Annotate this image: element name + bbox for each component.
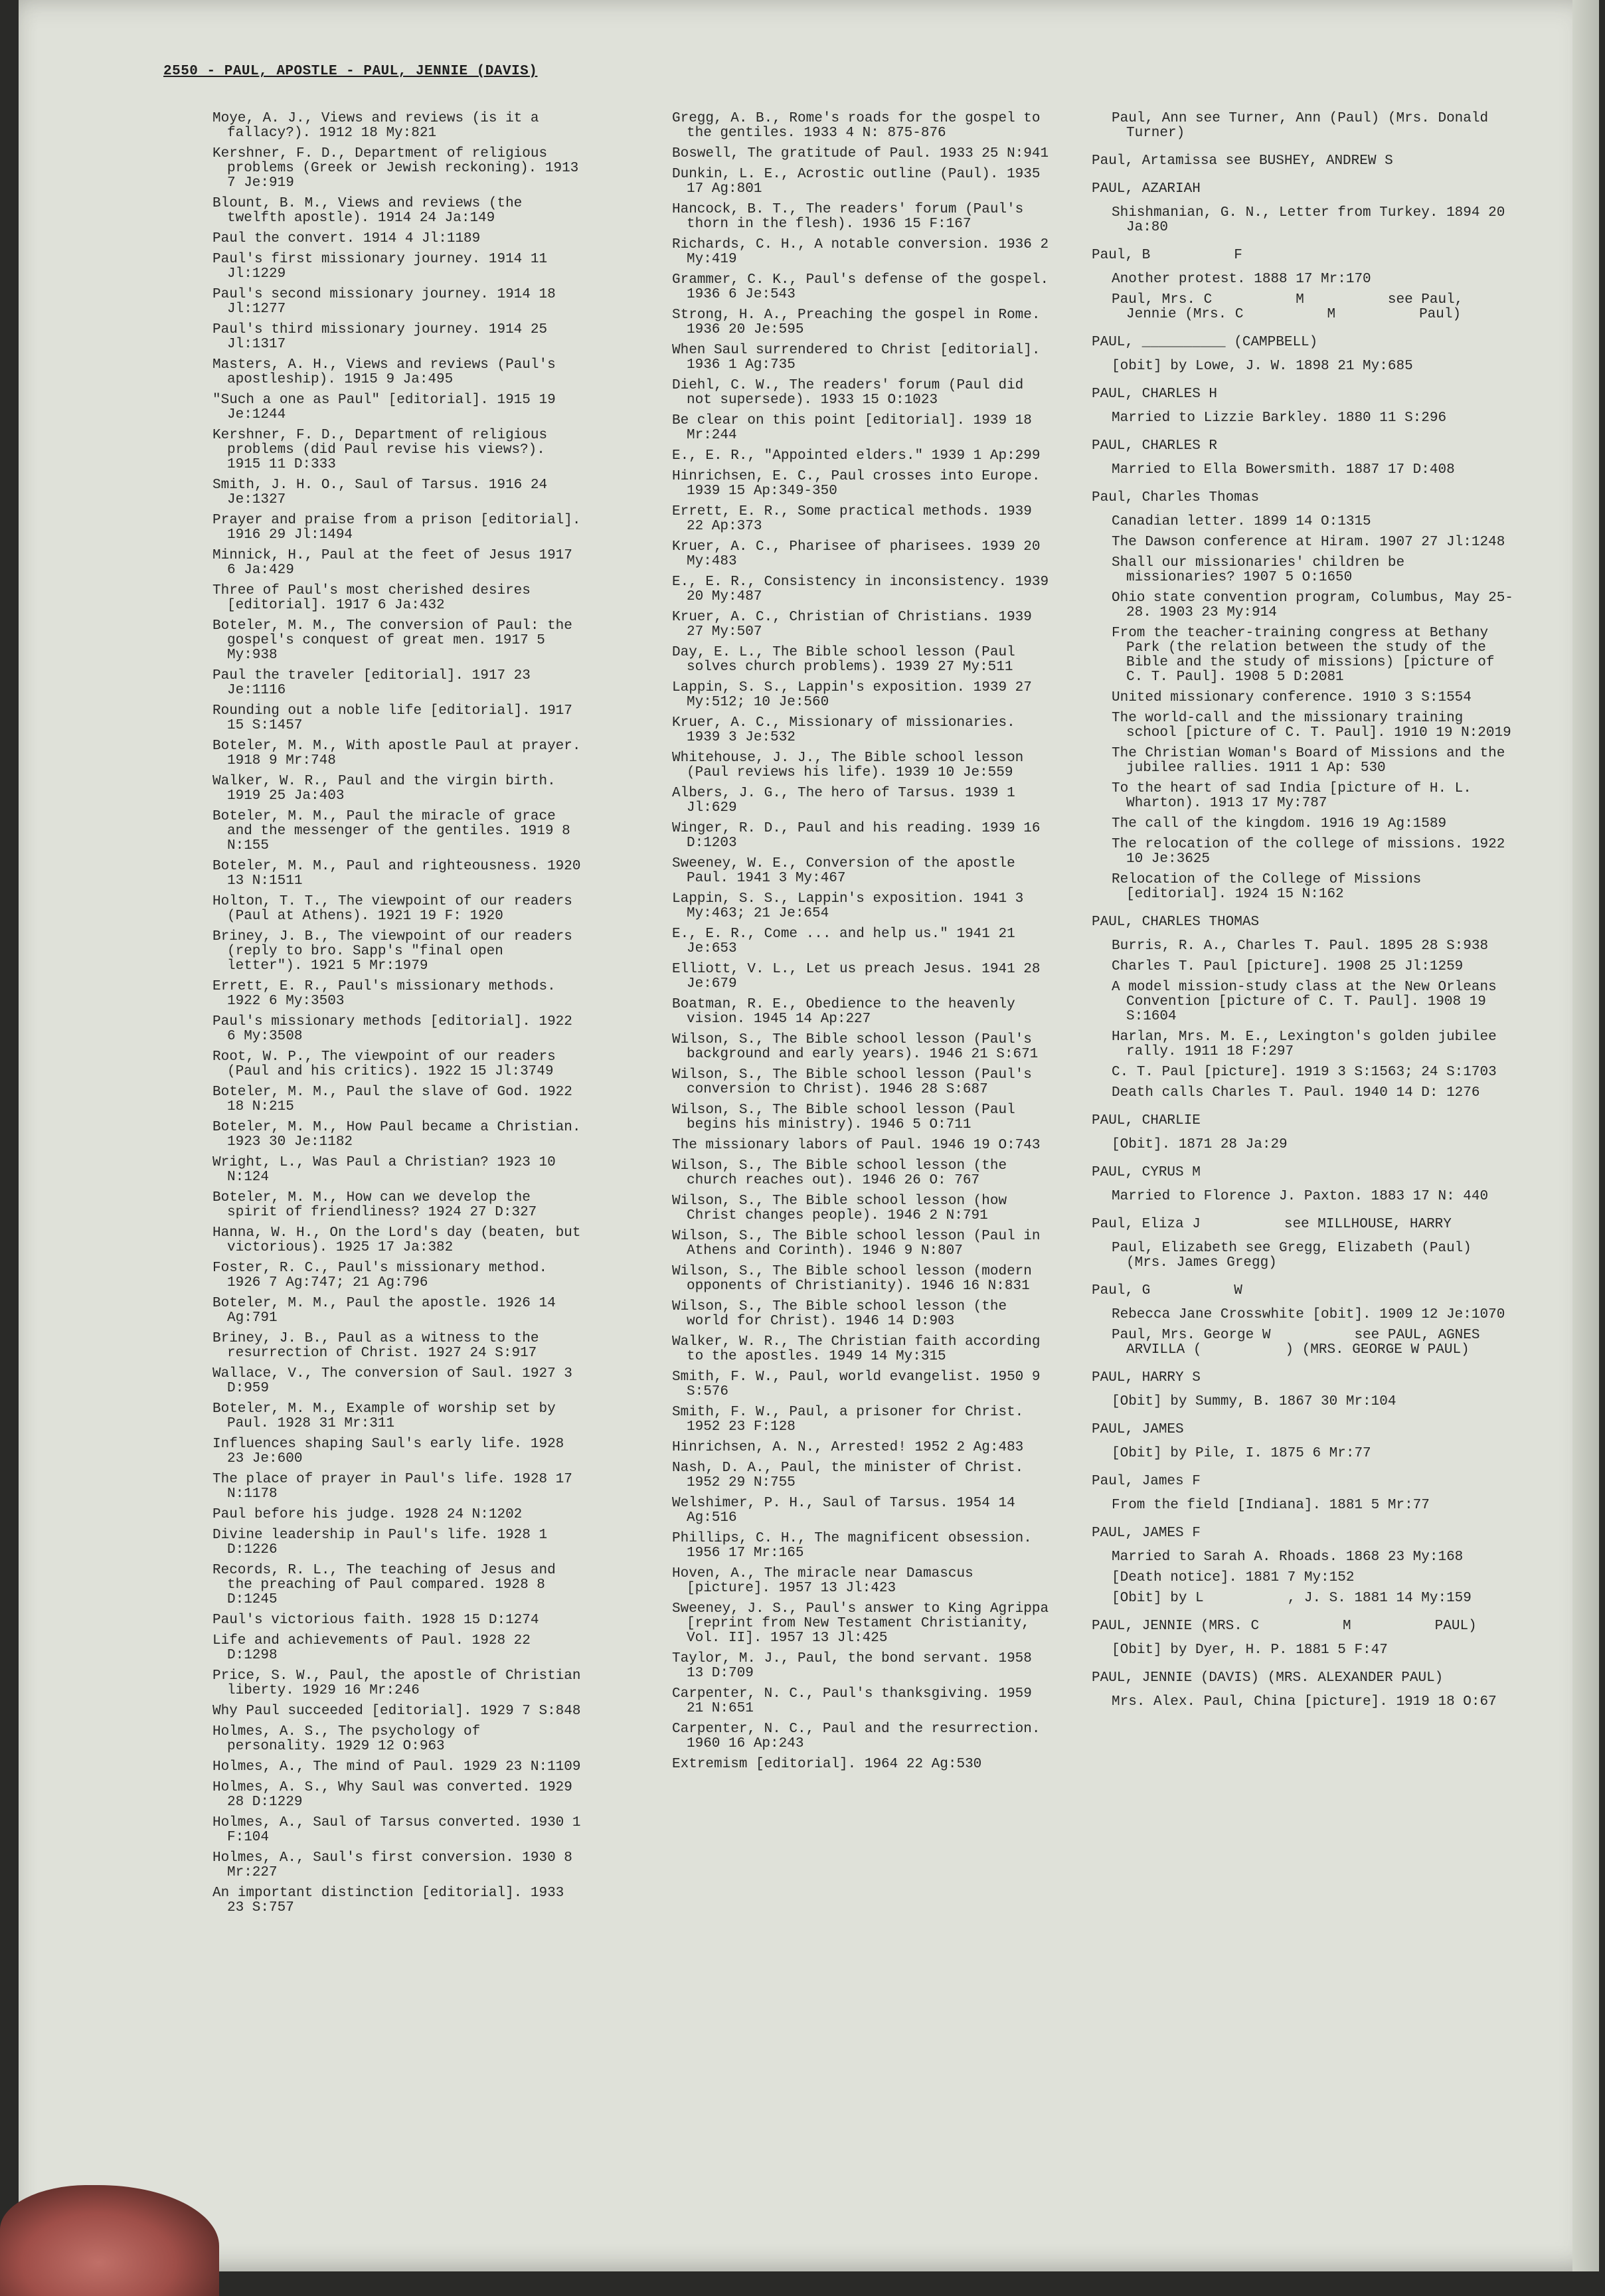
index-entry: Briney, J. B., The viewpoint of our readers (reply to bro. Sapp's "final open letter"). 1921 5 Mr:1979 bbox=[212, 929, 581, 974]
index-entry: Paul, Mrs. C M see Paul, Jennie (Mrs. C M Paul) bbox=[1112, 292, 1472, 322]
index-entry: C. T. Paul [picture]. 1919 3 S:1563; 24 S:1703 bbox=[1112, 1065, 1497, 1080]
index-subject-heading: PAUL, CHARLES THOMAS bbox=[1092, 915, 1260, 930]
index-entry: The relocation of the college of missions. 1922 10 Je:3625 bbox=[1112, 837, 1513, 867]
index-entry: Lappin, S. S., Lappin's exposition. 1939 27 My:512; 10 Je:560 bbox=[672, 680, 1041, 710]
index-entry: Smith, J. H. O., Saul of Tarsus. 1916 24 Je:1327 bbox=[212, 478, 556, 507]
index-entry: Dunkin, L. E., Acrostic outline (Paul). 1935 17 Ag:801 bbox=[672, 167, 1049, 197]
index-entry: Wallace, V., The conversion of Saul. 1927 3 D:959 bbox=[212, 1366, 581, 1396]
index-entry: Diehl, C. W., The readers' forum (Paul did not supersede). 1933 15 O:1023 bbox=[672, 378, 1032, 408]
index-entry: Boteler, M. M., The conversion of Paul: the gospel's conquest of great men. 1917 5 My:938 bbox=[212, 618, 581, 663]
index-subject-heading: PAUL, AZARIAH bbox=[1092, 181, 1201, 197]
page-edge bbox=[1572, 0, 1599, 2271]
index-entry: Briney, J. B., Paul as a witness to the resurrection of Christ. 1927 24 S:917 bbox=[212, 1331, 548, 1361]
index-entry: Hancock, B. T., The readers' forum (Paul's thorn in the flesh). 1936 15 F:167 bbox=[672, 202, 1032, 232]
index-entry: Richards, C. H., A notable conversion. 1936 2 My:419 bbox=[672, 237, 1057, 267]
index-entry: To the heart of sad India [picture of H. L. Wharton). 1913 17 My:787 bbox=[1112, 781, 1480, 811]
index-entry: The place of prayer in Paul's life. 1928 17 N:1178 bbox=[212, 1472, 581, 1502]
index-entry: Smith, F. W., Paul, a prisoner for Christ. 1952 23 F:128 bbox=[672, 1405, 1032, 1435]
index-subject-heading: PAUL, JENNIE (DAVIS) (MRS. ALEXANDER PAUL) bbox=[1092, 1670, 1444, 1686]
index-entry: Boteler, M. M., Paul the miracle of grace and the messenger of the gentiles. 1919 8 N:155 bbox=[212, 809, 579, 853]
index-entry: Mrs. Alex. Paul, China [picture]. 1919 18 O:67 bbox=[1112, 1694, 1497, 1710]
index-entry: E., E. R., "Appointed elders." 1939 1 Ap:299 bbox=[672, 448, 1041, 464]
index-entry: Boswell, The gratitude of Paul. 1933 25 N:941 bbox=[672, 146, 1049, 161]
index-entry: Winger, R. D., Paul and his reading. 1939 16 D:1203 bbox=[672, 821, 1049, 851]
index-entry: Ohio state convention program, Columbus, May 25-28. 1903 23 My:914 bbox=[1112, 590, 1513, 620]
index-entry: [Obit] by L , J. S. 1881 14 My:159 bbox=[1112, 1591, 1472, 1606]
index-entry: Burris, R. A., Charles T. Paul. 1895 28 S:938 bbox=[1112, 938, 1489, 954]
index-entry: A model mission-study class at the New Orleans Convention [picture of C. T. Paul]. 1908 19 S:1604 bbox=[1112, 980, 1505, 1024]
index-entry: Grammer, C. K., Paul's defense of the gospel. 1936 6 Je:543 bbox=[672, 272, 1057, 302]
index-entry: An important distinction [editorial]. 1933 23 S:757 bbox=[212, 1886, 572, 1915]
index-subject-heading: PAUL, CHARLES H bbox=[1092, 387, 1218, 402]
index-entry: Phillips, C. H., The magnificent obsession. 1956 17 Mr:165 bbox=[672, 1531, 1041, 1561]
index-entry: Wilson, S., The Bible school lesson (Paul's background and early years). 1946 21 S:671 bbox=[672, 1032, 1041, 1062]
index-entry: Wilson, S., The Bible school lesson (Paul's conversion to Christ). 1946 28 S:687 bbox=[672, 1067, 1041, 1097]
index-entry: Wilson, S., The Bible school lesson (the world for Christ). 1946 14 D:903 bbox=[672, 1299, 1015, 1329]
column-3 bbox=[1092, 112, 1517, 1716]
index-entry: Paul's second missionary journey. 1914 18 Jl:1277 bbox=[212, 287, 564, 317]
index-entry: E., E. R., Consistency in inconsistency. 1939 20 My:487 bbox=[672, 574, 1057, 604]
index-entry: [Obit] by Summy, B. 1867 30 Mr:104 bbox=[1112, 1394, 1396, 1409]
index-subject-heading: PAUL, JENNIE (MRS. C M PAUL) bbox=[1092, 1619, 1477, 1634]
index-subject-heading: Paul, B F bbox=[1092, 248, 1242, 263]
column-2 bbox=[672, 111, 1057, 1778]
index-entry: Carpenter, N. C., Paul's thanksgiving. 1959 21 N:651 bbox=[672, 1686, 1041, 1716]
index-entry: Welshimer, P. H., Saul of Tarsus. 1954 14 Ag:516 bbox=[672, 1496, 1024, 1526]
index-entry: Paul the convert. 1914 4 Jl:1189 bbox=[212, 231, 481, 246]
index-entry: Sweeney, J. S., Paul's answer to King Agrippa [reprint from New Testament Christianity, Vol. II]. 1957 13 Jl:425 bbox=[672, 1601, 1057, 1646]
index-entry: Holmes, A. S., Why Saul was converted. 1929 28 D:1229 bbox=[212, 1780, 581, 1810]
index-subject-heading: PAUL, JAMES F bbox=[1092, 1526, 1201, 1541]
index-entry: [Obit]. 1871 28 Ja:29 bbox=[1112, 1137, 1288, 1152]
index-entry: Paul, Elizabeth see Gregg, Elizabeth (Paul) (Mrs. James Gregg) bbox=[1112, 1241, 1480, 1271]
index-subject-heading: Paul, Artamissa see BUSHEY, ANDREW S bbox=[1092, 153, 1393, 169]
index-entry: "Such a one as Paul" [editorial]. 1915 19 Je:1244 bbox=[212, 393, 564, 422]
index-entry: Canadian letter. 1899 14 O:1315 bbox=[1112, 514, 1371, 529]
index-entry: Strong, H. A., Preaching the gospel in Rome. 1936 20 Je:595 bbox=[672, 308, 1049, 337]
index-entry: Paul, Mrs. George W see PAUL, AGNES ARVILLA ( ) (MRS. GEORGE W PAUL) bbox=[1112, 1328, 1489, 1358]
index-entry: From the field [Indiana]. 1881 5 Mr:77 bbox=[1112, 1498, 1430, 1513]
index-entry: Influences shaping Saul's early life. 1928 23 Je:600 bbox=[212, 1437, 572, 1466]
index-entry: [Obit] by Pile, I. 1875 6 Mr:77 bbox=[1112, 1446, 1371, 1461]
index-entry: Sweeney, W. E., Conversion of the apostle Paul. 1941 3 My:467 bbox=[672, 856, 1024, 886]
index-entry: Holmes, A. S., The psychology of personality. 1929 12 O:963 bbox=[212, 1724, 489, 1754]
index-subject-heading: PAUL, CHARLIE bbox=[1092, 1113, 1201, 1128]
index-subject-heading: PAUL, CHARLES R bbox=[1092, 438, 1218, 454]
index-entry: Death calls Charles T. Paul. 1940 14 D: 1276 bbox=[1112, 1085, 1480, 1101]
index-subject-heading: Paul, Charles Thomas bbox=[1092, 490, 1260, 505]
index-entry: Wilson, S., The Bible school lesson (the church reaches out). 1946 26 O: 767 bbox=[672, 1158, 1015, 1188]
index-entry: Why Paul succeeded [editorial]. 1929 7 S:848 bbox=[212, 1704, 581, 1719]
index-entry: Root, W. P., The viewpoint of our readers (Paul and his critics). 1922 15 Jl:3749 bbox=[212, 1049, 564, 1079]
index-entry: Day, E. L., The Bible school lesson (Paul solves church problems). 1939 27 My:511 bbox=[672, 645, 1024, 675]
index-entry: Blount, B. M., Views and reviews (the twelfth apostle). 1914 24 Ja:149 bbox=[212, 196, 531, 226]
index-entry: Taylor, M. J., Paul, the bond servant. 1958 13 D:709 bbox=[672, 1651, 1041, 1681]
index-entry: Kershner, F. D., Department of religious problems (did Paul revise his views?). 1915 11 D:333 bbox=[212, 428, 556, 472]
index-entry: Be clear on this point [editorial]. 1939 18 Mr:244 bbox=[672, 413, 1041, 443]
index-subject-heading: Paul, G W bbox=[1092, 1283, 1242, 1298]
index-entry: Wright, L., Was Paul a Christian? 1923 10 N:124 bbox=[212, 1155, 564, 1185]
index-entry: Boteler, M. M., How can we develop the spirit of friendliness? 1924 27 D:327 bbox=[212, 1190, 539, 1220]
index-subject-heading: Paul, James F bbox=[1092, 1474, 1201, 1489]
index-entry: Charles T. Paul [picture]. 1908 25 Jl:1259 bbox=[1112, 959, 1464, 974]
index-entry: Prayer and praise from a prison [editorial]. 1916 29 Jl:1494 bbox=[212, 513, 590, 543]
column-1 bbox=[212, 111, 590, 1921]
index-entry: Wilson, S., The Bible school lesson (Paul begins his ministry). 1946 5 O:711 bbox=[672, 1103, 1024, 1132]
index-entry: Albers, J. G., The hero of Tarsus. 1939 1 Jl:629 bbox=[672, 786, 1024, 816]
index-entry: Boteler, M. M., Paul and righteousness. 1920 13 N:1511 bbox=[212, 859, 590, 889]
index-entry: Errett, E. R., Paul's missionary methods. 1922 6 My:3503 bbox=[212, 979, 564, 1009]
index-entry: Gregg, A. B., Rome's roads for the gospel to the gentiles. 1933 4 N: 875-876 bbox=[672, 111, 1049, 141]
page-header: 2550 - PAUL, APOSTLE - PAUL, JENNIE (DAVIS) bbox=[163, 64, 538, 79]
index-entry: The Dawson conference at Hiram. 1907 27 Jl:1248 bbox=[1112, 535, 1505, 550]
index-entry: Married to Florence J. Paxton. 1883 17 N: 440 bbox=[1112, 1189, 1489, 1204]
index-entry: Paul's first missionary journey. 1914 11 Jl:1229 bbox=[212, 252, 556, 282]
index-entry: Wilson, S., The Bible school lesson (Paul in Athens and Corinth). 1946 9 N:807 bbox=[672, 1229, 1049, 1259]
index-subject-heading: PAUL, CYRUS M bbox=[1092, 1165, 1201, 1180]
index-entry: The call of the kingdom. 1916 19 Ag:1589 bbox=[1112, 816, 1447, 832]
index-entry: Minnick, H., Paul at the feet of Jesus 1917 6 Ja:429 bbox=[212, 548, 581, 578]
index-entry: Boteler, M. M., Example of worship set by Paul. 1928 31 Mr:311 bbox=[212, 1401, 564, 1431]
index-entry: Holton, T. T., The viewpoint of our readers (Paul at Athens). 1921 19 F: 1920 bbox=[212, 894, 581, 924]
index-entry: Rounding out a noble life [editorial]. 1917 15 S:1457 bbox=[212, 703, 581, 733]
index-entry: Rebecca Jane Crosswhite [obit]. 1909 12 Je:1070 bbox=[1112, 1307, 1505, 1322]
index-entry: Lappin, S. S., Lappin's exposition. 1941 3 My:463; 21 Je:654 bbox=[672, 891, 1032, 921]
index-subject-heading: Paul, Eliza J see MILLHOUSE, HARRY bbox=[1092, 1217, 1452, 1232]
index-entry: Holmes, A., Saul of Tarsus converted. 1930 1 F:104 bbox=[212, 1815, 590, 1845]
index-entry: Masters, A. H., Views and reviews (Paul's apostleship). 1915 9 Ja:495 bbox=[212, 357, 564, 387]
index-entry: Married to Lizzie Barkley. 1880 11 S:296 bbox=[1112, 410, 1447, 426]
index-entry: Relocation of the College of Missions [editorial]. 1924 15 N:162 bbox=[1112, 872, 1430, 902]
index-entry: Married to Sarah A. Rhoads. 1868 23 My:168 bbox=[1112, 1549, 1464, 1565]
index-entry: Boteler, M. M., Paul the apostle. 1926 14 Ag:791 bbox=[212, 1296, 564, 1326]
index-entry: Harlan, Mrs. M. E., Lexington's golden jubilee rally. 1911 18 F:297 bbox=[1112, 1029, 1505, 1059]
index-entry: Records, R. L., The teaching of Jesus and the preaching of Paul compared. 1928 8 D:1245 bbox=[212, 1563, 564, 1607]
index-entry: Nash, D. A., Paul, the minister of Christ. 1952 29 N:755 bbox=[672, 1460, 1032, 1490]
index-entry: Wilson, S., The Bible school lesson (how Christ changes people). 1946 2 N:791 bbox=[672, 1193, 1015, 1223]
index-subject-heading: PAUL, __________ (CAMPBELL) bbox=[1092, 335, 1318, 350]
index-entry: Hinrichsen, A. N., Arrested! 1952 2 Ag:483 bbox=[672, 1440, 1024, 1455]
index-entry: [Death notice]. 1881 7 My:152 bbox=[1112, 1570, 1355, 1585]
index-entry: [obit] by Lowe, J. W. 1898 21 My:685 bbox=[1112, 359, 1413, 374]
index-entry: Kruer, A. C., Missionary of missionaries. 1939 3 Je:532 bbox=[672, 715, 1024, 745]
index-entry: Errett, E. R., Some practical methods. 1939 22 Ap:373 bbox=[672, 504, 1041, 534]
index-entry: From the teacher-training congress at Bethany Park (the relation between the study of the Bible and the study of missions) [picture of C. T. Paul]. 1908 5 D:2081 bbox=[1112, 626, 1503, 685]
index-entry: Shishmanian, G. N., Letter from Turkey. 1894 20 Ja:80 bbox=[1112, 205, 1513, 235]
index-entry: Paul's missionary methods [editorial]. 1922 6 My:3508 bbox=[212, 1014, 581, 1044]
index-entry: Price, S. W., Paul, the apostle of Christian liberty. 1929 16 Mr:246 bbox=[212, 1668, 590, 1698]
index-entry: Whitehouse, J. J., The Bible school lesson (Paul reviews his life). 1939 10 Je:559 bbox=[672, 751, 1032, 780]
index-subject-heading: PAUL, JAMES bbox=[1092, 1422, 1184, 1437]
index-entry: Boatman, R. E., Obedience to the heavenly vision. 1945 14 Ap:227 bbox=[672, 997, 1024, 1027]
index-entry: Holmes, A., Saul's first conversion. 1930 8 Mr:227 bbox=[212, 1850, 581, 1880]
index-entry: [Obit] by Dyer, H. P. 1881 5 F:47 bbox=[1112, 1642, 1388, 1658]
index-entry: Paul's third missionary journey. 1914 25 Jl:1317 bbox=[212, 322, 556, 352]
index-entry: Walker, W. R., The Christian faith according to the apostles. 1949 14 My:315 bbox=[672, 1334, 1049, 1364]
index-entry: Shall our missionaries' children be missionaries? 1907 5 O:1650 bbox=[1112, 555, 1413, 585]
index-entry: When Saul surrendered to Christ [editorial]. 1936 1 Ag:735 bbox=[672, 343, 1049, 373]
index-entry: Kershner, F. D., Department of religious problems (Greek or Jewish reckoning). 1913 7 Je:919 bbox=[212, 146, 587, 191]
index-entry: Boteler, M. M., Paul the slave of God. 1922 18 N:215 bbox=[212, 1085, 581, 1114]
index-entry: Paul, Ann see Turner, Ann (Paul) (Mrs. Donald Turner) bbox=[1112, 111, 1497, 141]
index-entry: Smith, F. W., Paul, world evangelist. 1950 9 S:576 bbox=[672, 1369, 1049, 1399]
index-entry: Kruer, A. C., Christian of Christians. 1939 27 My:507 bbox=[672, 610, 1041, 640]
index-entry: Divine leadership in Paul's life. 1928 1 D:1226 bbox=[212, 1528, 556, 1557]
index-entry: Paul the traveler [editorial]. 1917 23 Je:1116 bbox=[212, 668, 539, 698]
index-entry: Hinrichsen, E. C., Paul crosses into Europe. 1939 15 Ap:349-350 bbox=[672, 469, 1049, 499]
index-entry: Holmes, A., The mind of Paul. 1929 23 N:1109 bbox=[212, 1759, 581, 1775]
index-page bbox=[19, 0, 1599, 2271]
index-entry: Carpenter, N. C., Paul and the resurrection. 1960 16 Ap:243 bbox=[672, 1722, 1049, 1751]
index-entry: United missionary conference. 1910 3 S:1554 bbox=[1112, 690, 1472, 705]
index-entry: Paul before his judge. 1928 24 N:1202 bbox=[212, 1507, 523, 1522]
index-entry: Boteler, M. M., With apostle Paul at prayer. 1918 9 Mr:748 bbox=[212, 739, 590, 768]
index-entry: Extremism [editorial]. 1964 22 Ag:530 bbox=[672, 1757, 982, 1772]
index-entry: Hanna, W. H., On the Lord's day (beaten, but victorious). 1925 17 Ja:382 bbox=[212, 1225, 590, 1255]
index-entry: The missionary labors of Paul. 1946 19 O:743 bbox=[672, 1138, 1041, 1153]
index-entry: Moye, A. J., Views and reviews (is it a fallacy?). 1912 18 My:821 bbox=[212, 111, 548, 141]
index-subject-heading: PAUL, HARRY S bbox=[1092, 1370, 1201, 1385]
index-entry: Hoven, A., The miracle near Damascus [picture]. 1957 13 Jl:423 bbox=[672, 1566, 982, 1596]
index-entry: Life and achievements of Paul. 1928 22 D:1298 bbox=[212, 1633, 539, 1663]
index-entry: Boteler, M. M., How Paul became a Christian. 1923 30 Je:1182 bbox=[212, 1120, 590, 1150]
index-entry: Married to Ella Bowersmith. 1887 17 D:408 bbox=[1112, 462, 1455, 478]
index-entry: Another protest. 1888 17 Mr:170 bbox=[1112, 272, 1371, 287]
index-entry: Kruer, A. C., Pharisee of pharisees. 1939 20 My:483 bbox=[672, 539, 1049, 569]
index-entry: The Christian Woman's Board of Missions and the jubilee rallies. 1911 1 Ap: 530 bbox=[1112, 746, 1513, 776]
index-entry: E., E. R., Come ... and help us." 1941 21 Je:653 bbox=[672, 927, 1024, 956]
index-entry: Three of Paul's most cherished desires [editorial]. 1917 6 Ja:432 bbox=[212, 583, 539, 613]
index-entry: Paul's victorious faith. 1928 15 D:1274 bbox=[212, 1613, 539, 1628]
index-entry: Wilson, S., The Bible school lesson (modern opponents of Christianity). 1946 16 N:831 bbox=[672, 1264, 1041, 1294]
index-entry: Foster, R. C., Paul's missionary method. 1926 7 Ag:747; 21 Ag:796 bbox=[212, 1261, 556, 1290]
index-entry: Walker, W. R., Paul and the virgin birth. 1919 25 Ja:403 bbox=[212, 774, 564, 804]
index-entry: Elliott, V. L., Let us preach Jesus. 1941 28 Je:679 bbox=[672, 962, 1049, 992]
index-entry: The world-call and the missionary training school [picture of C. T. Paul]. 1910 19 N:2019 bbox=[1112, 711, 1511, 741]
